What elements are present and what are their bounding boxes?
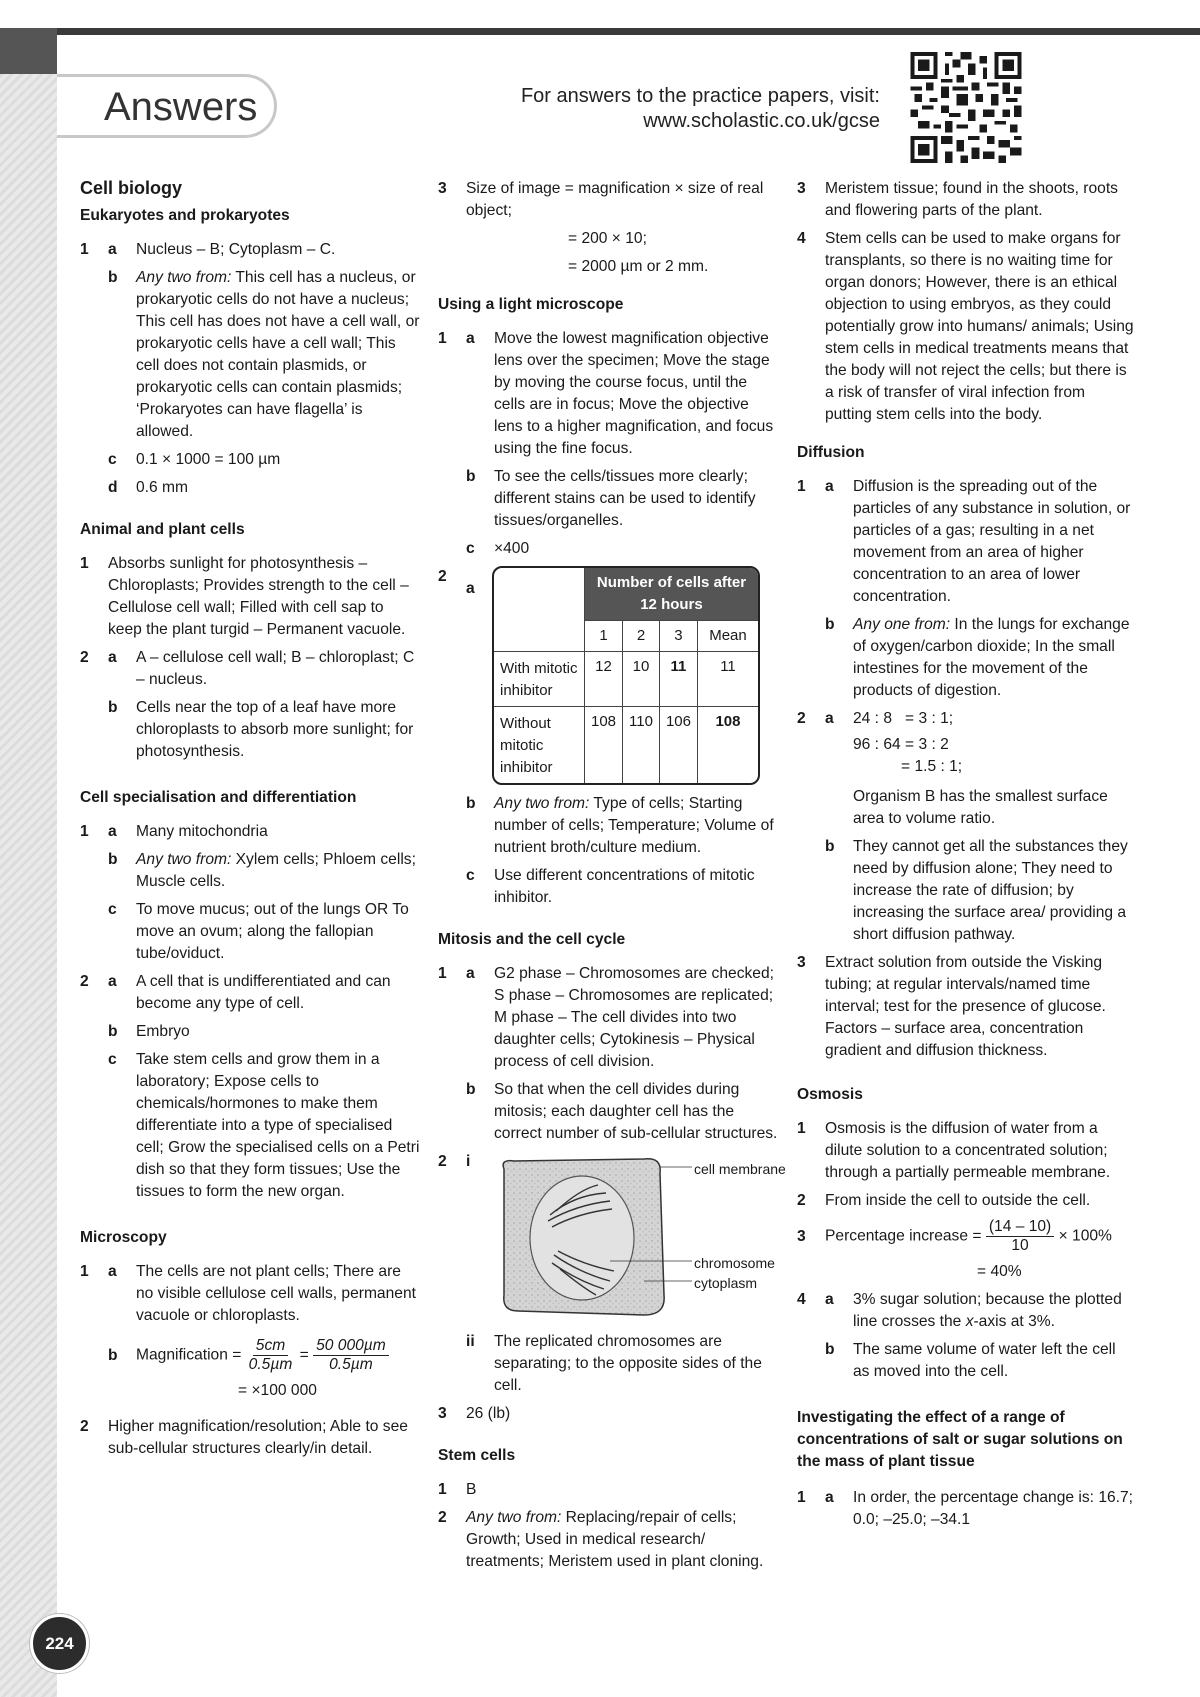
- magnification-result: = ×100 000: [238, 1382, 317, 1399]
- table-cell: 106: [660, 707, 698, 783]
- subsection-title: Eukaryotes and prokaryotes: [80, 207, 290, 224]
- fraction: $\frac{\text{50 000µm}}{\text{0.5µm}}$: [313, 1337, 389, 1374]
- table-header: Number of cells after 12 hours: [585, 568, 758, 621]
- answer-item: d 0.6 mm: [108, 479, 188, 496]
- top-rule: [0, 28, 1200, 35]
- answer-item: 2 Any two from: Replacing/repair of cells; Growth; Used in medical research/ treatments; Meristem used in plant cloning.: [438, 1509, 764, 1570]
- answer-item: 3 Size of image = magnification × size of real object;: [438, 180, 764, 219]
- answer-item: ii The replicated chromosomes are separating; to the opposite sides of the cell.: [466, 1333, 762, 1394]
- answer-item: b Any one from: In the lungs for exchange of oxygen/carbon dioxide; In the small intestines for the movement of the products of digestion.: [825, 616, 1130, 699]
- answer-item: 1 a Move the lowest magnification objective lens over the specimen; Move the stage by moving the course focus, until the cells are in focus; Move the objective lens to a higher magnification, and focus using the fine focus.: [438, 330, 774, 457]
- fraction: $\frac{5cm}{\text{0.5µm}}$: [248, 1337, 293, 1373]
- answer-item: 1 a In order, the percentage change is: 16.7; 0.0; –25.0; –34.1: [797, 1489, 1134, 1528]
- table-col-header: 3: [660, 621, 698, 652]
- label-cell-membrane: cell membrane: [694, 1161, 786, 1177]
- table-col-header: Mean: [698, 621, 758, 652]
- table-cell: 11: [698, 652, 758, 707]
- ratio-line: 96 : 64 = 3 : 2: [853, 736, 949, 753]
- label-cytoplasm: cytoplasm: [694, 1275, 758, 1291]
- table-col-header: 1: [585, 621, 623, 652]
- answer-item: 2 From inside the cell to outside the cell.: [797, 1192, 1091, 1209]
- answer-item: 3 Extract solution from outside the Visking tubing; at regular intervals/named time interval; test for the presence of glucose. Factors – surface area, concentration gradient and diffusion thickness.: [797, 954, 1106, 1059]
- column-3: [797, 176, 1135, 1537]
- visit-line: For answers to the practice papers, visit:: [520, 85, 880, 107]
- equation-line: = 200 × 10;: [568, 230, 647, 247]
- answer-item: 4 a 3% sugar solution; because the plotted line crosses the x-axis at 3%.: [797, 1291, 1122, 1330]
- visit-note: [521, 84, 880, 134]
- subsection-title: Microscopy: [80, 1229, 167, 1246]
- answer-item: 2 a A – cellulose cell wall; B – chloroplast; C – nucleus.: [80, 649, 415, 688]
- answer-item: 3 26 (lb): [438, 1405, 511, 1422]
- answer-item: c Use different concentrations of mitotic inhibitor.: [466, 867, 755, 906]
- fraction: $\frac{(14 - 10)}{10}$: [986, 1218, 1054, 1255]
- table-cell: 10: [623, 652, 660, 707]
- answer-item: 2 a A cell that is undifferentiated and can become any type of cell.: [80, 973, 391, 1012]
- answer-item: 2 Higher magnification/resolution; Able to see sub-cellular structures clearly/in detail.: [80, 1418, 408, 1457]
- subsection-title: Osmosis: [797, 1086, 863, 1103]
- table-row: [494, 707, 758, 783]
- ratio-line: = 1.5 : 1;: [901, 758, 963, 775]
- table-row: [494, 652, 758, 707]
- table-cell: 12: [585, 652, 623, 707]
- answer-item: b Any two from: Xylem cells; Phloem cells; Muscle cells.: [108, 851, 416, 890]
- equation-line: = 2000 µm or 2 mm.: [568, 258, 709, 275]
- answer-item: 1 a G2 phase – Chromosomes are checked; S phase – Chromosomes are replicated; M phase – The cell divides into two daughter cells; Cytokinesis – Physical process of cell division.: [438, 965, 774, 1070]
- page-number: 224: [30, 1614, 89, 1673]
- row-label: With mitotic inhibitor: [494, 652, 585, 707]
- answer-item: 1 a The cells are not plant cells; There are no visible cellulose cell walls, permanent vacuole or chloroplasts.: [80, 1263, 416, 1324]
- column-1: [80, 176, 420, 1466]
- section-title: Cell biology: [80, 178, 183, 198]
- answer-item: b Embryo: [108, 1023, 190, 1040]
- answer-item: 1 a Nucleus – B; Cytoplasm – C.: [80, 241, 336, 258]
- cell-count-table: [492, 566, 760, 785]
- table-col-header: 2: [623, 621, 660, 652]
- percentage-equation: 3 Percentage increase = $\frac{(14 - 10)}{10}$ × 100%: [797, 1218, 1112, 1254]
- cell-illustration: [494, 1155, 794, 1323]
- table-cell: 108: [585, 707, 623, 783]
- table-item: 2 a Number of cells after 12 hours 1 2 3 Mean With mitotic inhibitor 12 10 11 11 Without mitotic inhibitor 108 110 106 108: [438, 566, 781, 785]
- answer-item: c Take stem cells and grow them in a laboratory; Expose cells to chemicals/hormones to make them differentiate into a type of specialised cell; Grow the specialised cells on a Petri dish so that they form tissues; Use the tissues to form the new organ.: [108, 1051, 420, 1200]
- answer-item: b Any two from: Type of cells; Starting number of cells; Temperature; Volume of nutrient broth/culture medium.: [466, 795, 774, 856]
- table-cell: 108: [715, 713, 741, 730]
- subsection-title: Animal and plant cells: [80, 521, 245, 538]
- answer-item: 4 Stem cells can be used to make organs for transplants, so there is no waiting time for organ donors; However, there is an ethical objection to using embryos, as they could potentially grow into humans/ animals; Using stem cells in medical treatments means that the body will not reject the cells; but there is a risk of transfer of viral infection from putting stem cells into the body.: [797, 230, 1134, 423]
- answer-item: 1 Osmosis is the diffusion of water from a dilute solution to a concentrated solution; through a partially permeable membrane.: [797, 1120, 1111, 1181]
- subsection-title: Stem cells: [438, 1447, 516, 1464]
- column-2: [438, 176, 786, 1579]
- title-tab: [57, 74, 277, 138]
- mitosis-diagram: [494, 1155, 794, 1323]
- table-cell: 110: [623, 707, 660, 783]
- percentage-result: = 40%: [977, 1263, 1022, 1280]
- answer-item: c 0.1 × 1000 = 100 µm: [108, 451, 281, 468]
- subsection-title: Diffusion: [797, 444, 865, 461]
- answer-item: 1 Absorbs sunlight for photosynthesis – Chloroplasts; Provides strength to the cell – Cellulose cell wall; Filled with cell sap to keep the plant turgid – Permanent vacuole.: [80, 555, 409, 638]
- answer-item: 1 B: [438, 1481, 477, 1498]
- answer-item: b Cells near the top of a leaf have more chloroplasts to absorb more sunlight; for photosynthesis.: [108, 699, 414, 760]
- subsection-title: Investigating the effect of a range of concentrations of salt or sugar solutions on the mass of plant tissue: [797, 1409, 1123, 1470]
- qr-code-icon: [908, 52, 1024, 163]
- answer-item: c ×400: [466, 540, 530, 557]
- ratio-conclusion: Organism B has the smallest surface area to volume ratio.: [853, 788, 1108, 827]
- row-label: Without mitotic inhibitor: [494, 707, 585, 783]
- page-title: Answers: [104, 85, 258, 129]
- table-cell: 11: [660, 652, 698, 707]
- magnification-equation: b Magnification = $\frac{5cm}{\text{0.5µm}}$ = $\frac{\text{50 000µm}}{\text{0.5µm}}$: [80, 1337, 420, 1374]
- answer-item: c To move mucus; out of the lungs OR To move an ovum; along the fallopian tube/oviduct.: [108, 901, 409, 962]
- answer-item: 2 a 24 : 8 = 3 : 1;: [797, 710, 954, 727]
- answer-item: 1 a Many mitochondria: [80, 823, 268, 840]
- subsection-title: Mitosis and the cell cycle: [438, 931, 626, 948]
- answer-item: b They cannot get all the substances they need by diffusion alone; They need to increase the rate of diffusion; by increasing the surface area/ providing a short diffusion pathway.: [825, 838, 1128, 943]
- answer-item: 3 Meristem tissue; found in the shoots, roots and flowering parts of the plant.: [797, 180, 1118, 219]
- answer-item: b To see the cells/tissues more clearly; different stains can be used to identify tissues/organelles.: [466, 468, 756, 529]
- answer-item: b The same volume of water left the cell as moved into the cell.: [825, 1341, 1116, 1380]
- diagram-item: 2 i cell membrane chromosome cytoplasm: [438, 1151, 781, 1331]
- subsection-title: Using a light microscope: [438, 296, 624, 313]
- side-strip: [0, 74, 57, 1697]
- subsection-title: Cell specialisation and differentiation: [80, 789, 357, 806]
- answer-item: b Any two from: This cell has a nucleus, or prokaryotic cells do not have a nucleus; This cell has does not have a cell wall, or prokaryotic cells have a cell wall; This cell does not contain plasmids, or prokaryotic cells can contain plasmids; ‘Prokaryotes can have flagella’ is allowed.: [108, 269, 420, 440]
- answer-item: 1 a Diffusion is the spreading out of the particles of any substance in solution, or particles of a gas; resulting in a net movement from an area of higher concentration to an area of lower concentration.: [797, 478, 1131, 605]
- label-chromosome: chromosome: [694, 1255, 775, 1271]
- answer-item: b So that when the cell divides during mitosis; each daughter cell has the correct number of sub-cellular structures.: [466, 1081, 778, 1142]
- visit-url[interactable]: www.scholastic.co.uk/gcse: [643, 110, 880, 132]
- corner-block: [0, 28, 57, 74]
